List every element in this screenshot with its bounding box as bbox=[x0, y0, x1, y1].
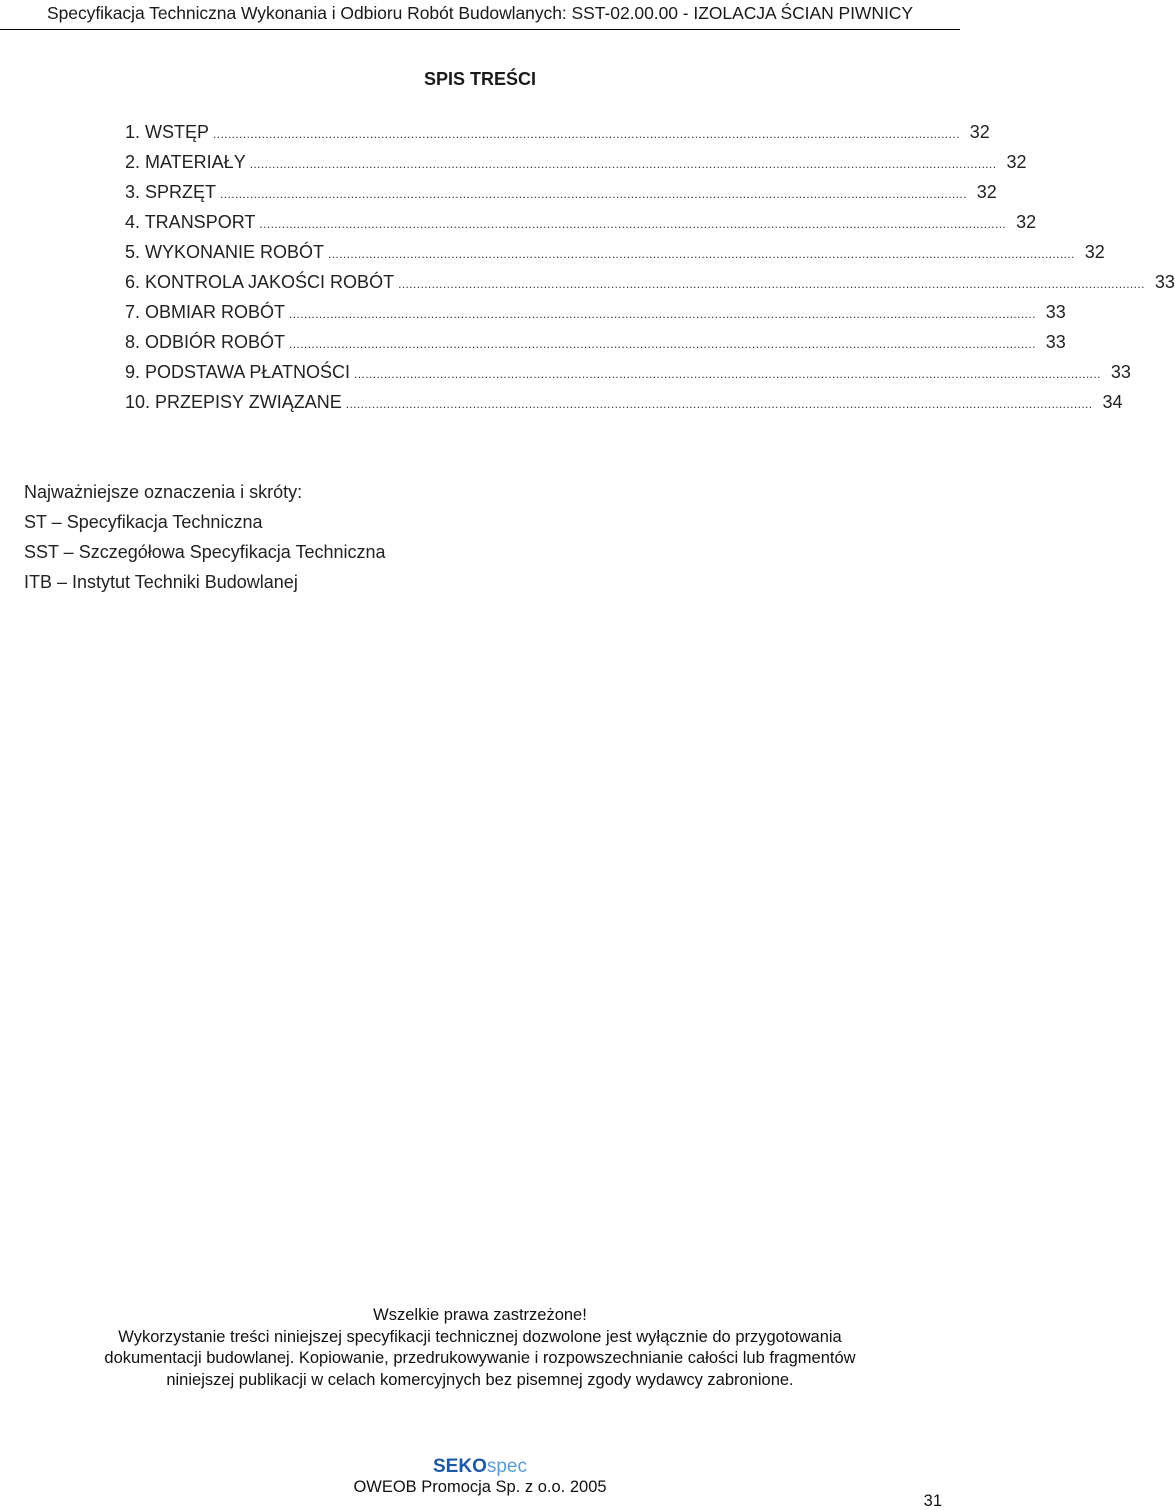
toc-entry-label: 2. MATERIAŁY bbox=[125, 152, 246, 172]
toc-entry[interactable] bbox=[125, 241, 1105, 271]
toc-entry[interactable] bbox=[125, 271, 1175, 301]
table-of-contents bbox=[125, 121, 1175, 421]
page-number: 31 bbox=[923, 1492, 942, 1510]
abbreviations-section bbox=[24, 481, 386, 601]
document-header-title: Specyfikacja Techniczna Wykonania i Odbioru Robót Budowlanych: SST-02.00.00 - IZOLACJA ŚCIAN PIWNICY bbox=[46, 3, 914, 23]
toc-dot-leader: ........................................................................................................................................................................................................ bbox=[259, 217, 1007, 231]
abbreviation-item: ITB – Instytut Techniki Budowlanej bbox=[24, 572, 298, 592]
abbreviation-item: SST – Szczegółowa Specyfikacja Techniczna bbox=[24, 542, 386, 562]
toc-entry-page: 32 bbox=[1084, 242, 1105, 262]
toc-entry-label: 3. SPRZĘT bbox=[125, 182, 217, 202]
copyright-notice-line: niniejszej publikacji w celach komercyjnych bez pisemnej zgody wydawcy zabronione. bbox=[166, 1370, 794, 1389]
logo-spec-text: spec bbox=[486, 1456, 527, 1477]
toc-dot-leader: ........................................................................................................................................................................................................ bbox=[249, 157, 997, 171]
document-header bbox=[0, 2, 960, 24]
toc-entry-page: 33 bbox=[1045, 332, 1066, 352]
toc-entry-label: 10. PRZEPISY ZWIĄZANE bbox=[125, 392, 342, 412]
toc-entry-label: 4. TRANSPORT bbox=[125, 212, 256, 232]
copyright-notice-line: Wszelkie prawa zastrzeżone! bbox=[373, 1306, 587, 1324]
toc-dot-leader: ........................................................................................................................................................................................................ bbox=[289, 307, 1036, 321]
copyright-notice bbox=[0, 1305, 960, 1391]
toc-dot-leader: ........................................................................................................................................................................................................ bbox=[220, 187, 967, 201]
copyright-notice-line: dokumentacji budowlanej. Kopiowanie, przedrukowywanie i rozpowszechnianie całości lub fragmentów bbox=[104, 1349, 856, 1367]
toc-entry[interactable] bbox=[125, 151, 1027, 181]
abbreviations-heading: Najważniejsze oznaczenia i skróty: bbox=[24, 482, 303, 502]
toc-entry-page: 34 bbox=[1102, 392, 1123, 412]
toc-entry-label: 1. WSTĘP bbox=[125, 122, 210, 142]
toc-entry[interactable] bbox=[125, 331, 1066, 361]
toc-dot-leader: ........................................................................................................................................................................................................ bbox=[289, 337, 1036, 351]
toc-entry[interactable] bbox=[125, 121, 990, 151]
toc-dot-leader: ........................................................................................................................................................................................................ bbox=[345, 397, 1093, 411]
toc-entry[interactable] bbox=[125, 391, 1123, 421]
toc-entry-page: 32 bbox=[976, 182, 997, 202]
toc-dot-leader: ........................................................................................................................................................................................................ bbox=[398, 277, 1145, 291]
toc-entry-label: 9. PODSTAWA PŁATNOŚCI bbox=[125, 362, 351, 382]
toc-entry[interactable] bbox=[125, 301, 1066, 331]
toc-dot-leader: ........................................................................................................................................................................................................ bbox=[328, 247, 1075, 261]
toc-entry-page: 33 bbox=[1045, 302, 1066, 322]
toc-entry-label: 5. WYKONANIE ROBÓT bbox=[125, 242, 325, 262]
toc-entry-page: 33 bbox=[1110, 362, 1131, 382]
toc-entry[interactable] bbox=[125, 211, 1037, 241]
toc-dot-leader: ........................................................................................................................................................................................................ bbox=[354, 367, 1101, 381]
copyright-notice-line: Wykorzystanie treści niniejszej specyfikacji technicznej dozwolone jest wyłącznie do przygotowania bbox=[118, 1327, 842, 1346]
toc-title: SPIS TREŚCI bbox=[423, 69, 537, 89]
toc-entry-page: 32 bbox=[969, 122, 990, 142]
toc-entry-label: 6. KONTROLA JAKOŚCI ROBÓT bbox=[125, 272, 395, 292]
header-divider bbox=[0, 29, 960, 30]
publisher-line: OWEOB Promocja Sp. z o.o. 2005 bbox=[353, 1478, 607, 1496]
toc-entry[interactable] bbox=[125, 361, 1131, 391]
toc-entry-page: 32 bbox=[1006, 152, 1027, 172]
toc-entry-label: 8. ODBIÓR ROBÓT bbox=[125, 332, 286, 352]
toc-dot-leader: ........................................................................................................................................................................................................ bbox=[213, 127, 960, 141]
logo-seko-text: SEKO bbox=[433, 1456, 487, 1477]
toc-entry[interactable] bbox=[125, 181, 997, 211]
toc-entry-page: 33 bbox=[1154, 272, 1175, 292]
abbreviation-item: ST – Specyfikacja Techniczna bbox=[24, 512, 263, 532]
sekospec-logo bbox=[0, 1456, 960, 1478]
toc-entry-page: 32 bbox=[1016, 212, 1037, 232]
toc-entry-label: 7. OBMIAR ROBÓT bbox=[125, 302, 286, 322]
